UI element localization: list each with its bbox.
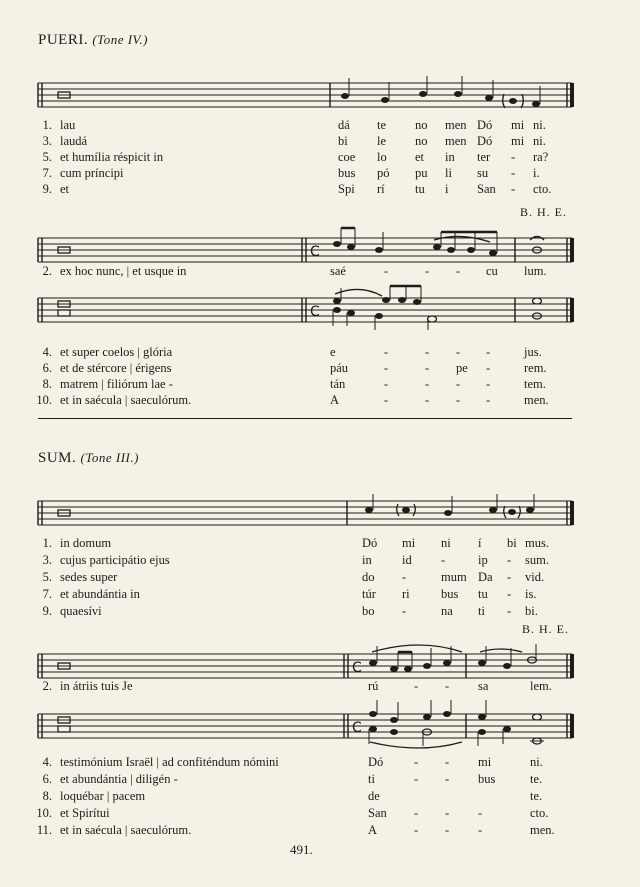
title-text: PUERI. bbox=[38, 32, 89, 48]
verse-syllable: - bbox=[507, 587, 512, 601]
verse-syllable: San bbox=[477, 182, 496, 196]
verse-syllable: in bbox=[362, 553, 372, 567]
verse-syllable: jus. bbox=[524, 345, 542, 359]
verse-number: 9. bbox=[42, 604, 52, 618]
title-text: SUM. bbox=[38, 450, 77, 466]
verse-syllable: men. bbox=[530, 823, 555, 837]
verse-syllable: pu bbox=[415, 166, 428, 180]
verse-intonation: ex hoc nunc, | et usque in bbox=[60, 264, 187, 278]
verse-syllable: ni. bbox=[533, 134, 546, 148]
verse-syllable: - bbox=[445, 772, 450, 786]
verse-syllable: sum. bbox=[525, 553, 549, 567]
verse-intonation: et de stércore | érigens bbox=[60, 361, 172, 375]
tone-label: (Tone III.) bbox=[80, 450, 139, 465]
verse-syllable: Dó bbox=[477, 118, 493, 132]
verse-syllable: ti bbox=[478, 604, 485, 618]
verse-intonation: loquébar | pacem bbox=[60, 789, 146, 803]
verse-intonation: et abundántia in bbox=[60, 587, 140, 601]
verse-syllable: mum bbox=[441, 570, 467, 584]
common-time-symbol-bass: C bbox=[310, 304, 320, 320]
verse-syllable: rem. bbox=[524, 361, 547, 375]
verse-number: 4. bbox=[42, 345, 52, 359]
verse-syllable: - bbox=[384, 345, 389, 359]
verse-syllable: - bbox=[414, 679, 419, 693]
verse-syllable: páu bbox=[330, 361, 349, 375]
verse-syllable: bus bbox=[478, 772, 496, 786]
verse-intonation: cum príncipi bbox=[60, 166, 124, 180]
verse-syllable: id bbox=[402, 553, 412, 567]
verse-syllable: mi bbox=[511, 134, 525, 148]
staff-pueri-chant bbox=[0, 76, 640, 116]
verse-number: 2. bbox=[42, 679, 52, 693]
verse-syllable: Dó bbox=[362, 536, 378, 550]
verse-syllable: - bbox=[425, 377, 430, 391]
verse-number: 4. bbox=[42, 755, 52, 769]
verse-syllable: - bbox=[445, 823, 450, 837]
verse-number: 11. bbox=[36, 823, 52, 837]
verse-syllable: ter bbox=[477, 150, 491, 164]
verse-syllable: - bbox=[425, 361, 430, 375]
verse-syllable: - bbox=[486, 377, 491, 391]
verse-number: 10. bbox=[36, 393, 52, 407]
verse-syllable: - bbox=[486, 345, 491, 359]
composer-credit: B. H. E. bbox=[520, 205, 567, 219]
verse-intonation: quaesívi bbox=[60, 604, 102, 618]
verse-number: 6. bbox=[42, 772, 52, 786]
verse-syllable: te. bbox=[530, 789, 543, 803]
verse-syllable: - bbox=[402, 604, 407, 618]
verse-syllable: - bbox=[456, 377, 461, 391]
verse-intonation: testimónium Israël | ad confiténdum nómini bbox=[60, 755, 279, 769]
verse-intonation: et abundántia | diligén - bbox=[60, 772, 178, 786]
verse-intonation: sedes super bbox=[60, 570, 118, 584]
verse-syllable: - bbox=[441, 553, 446, 567]
verse-syllable: - bbox=[456, 393, 461, 407]
verse-syllable: tán bbox=[330, 377, 346, 391]
composer-credit-sum: B. H. E. bbox=[522, 622, 569, 636]
verse-syllable: te. bbox=[530, 772, 543, 786]
verse-intonation: cujus participátio ejus bbox=[60, 553, 170, 567]
verse-syllable: mus. bbox=[525, 536, 549, 550]
verse-syllable: sa bbox=[478, 679, 489, 693]
verse-syllable: lum. bbox=[524, 264, 547, 278]
verse-syllable: e bbox=[330, 345, 336, 359]
verse-syllable: - bbox=[445, 755, 450, 769]
verse-intonation: matrem | filiórum lae - bbox=[60, 377, 173, 391]
verse-syllable: - bbox=[478, 806, 483, 820]
verse-syllable: - bbox=[456, 345, 461, 359]
verse-number: 1. bbox=[42, 536, 52, 550]
verse-syllable: í bbox=[478, 536, 482, 550]
verse-syllable: ni bbox=[441, 536, 451, 550]
verse-syllable: Dó bbox=[477, 134, 493, 148]
verse-syllable: Dó bbox=[368, 755, 384, 769]
verse-intonation: et super coelos | glória bbox=[60, 345, 173, 359]
verse-syllable: - bbox=[384, 264, 389, 278]
common-time-symbol-sum: C bbox=[352, 660, 362, 676]
verse-syllable: do bbox=[362, 570, 375, 584]
verse-intonation: et Spirítui bbox=[60, 806, 110, 820]
verse-syllable: li bbox=[445, 166, 452, 180]
verse-syllable: - bbox=[507, 570, 512, 584]
verse-intonation: lau bbox=[60, 118, 76, 132]
verse-syllable: ra? bbox=[533, 150, 549, 164]
verse-syllable: A bbox=[368, 823, 378, 837]
verse-intonation: laudá bbox=[60, 134, 88, 148]
verse-syllable: - bbox=[414, 823, 419, 837]
verse-syllable: ti bbox=[368, 772, 375, 786]
verse-intonation: in átriis tuis Je bbox=[60, 679, 133, 693]
page-number: 491. bbox=[290, 842, 313, 857]
verse-syllable: men. bbox=[524, 393, 549, 407]
verse-syllable: lo bbox=[377, 150, 387, 164]
verse-number: 10. bbox=[36, 806, 52, 820]
verse-syllable: mi bbox=[478, 755, 492, 769]
verse-syllable: tu bbox=[415, 182, 425, 196]
verse-intonation: et in saécula | saeculórum. bbox=[60, 823, 192, 837]
verse-syllable: dá bbox=[338, 118, 350, 132]
staff-pueri-bass bbox=[0, 290, 640, 338]
verse-syllable: - bbox=[511, 150, 516, 164]
verse-syllable: no bbox=[415, 118, 428, 132]
verse-syllable: i. bbox=[533, 166, 540, 180]
verse-syllable: túr bbox=[362, 587, 376, 601]
verse-syllable: rí bbox=[377, 182, 385, 196]
verse-syllable: A bbox=[330, 393, 340, 407]
verse-syllable: - bbox=[402, 570, 407, 584]
verse-syllable: - bbox=[384, 361, 389, 375]
verse-syllable: Da bbox=[478, 570, 493, 584]
verse-number: 8. bbox=[42, 377, 52, 391]
verse-syllable: le bbox=[377, 134, 387, 148]
verse-number: 5. bbox=[42, 150, 52, 164]
verse-syllable: saé bbox=[330, 264, 346, 278]
verse-syllable: ip bbox=[478, 553, 488, 567]
verse-syllable: tu bbox=[478, 587, 488, 601]
verse-syllable: is. bbox=[525, 587, 537, 601]
verse-syllable: mi bbox=[511, 118, 525, 132]
verse-number: 6. bbox=[42, 361, 52, 375]
common-time-symbol: C bbox=[310, 244, 320, 260]
verse-syllable: - bbox=[456, 264, 461, 278]
verse-syllable: bus bbox=[338, 166, 356, 180]
common-time-symbol-sum-bass: C bbox=[352, 720, 362, 736]
staff-sum-chant bbox=[0, 494, 640, 534]
verse-syllable: bi bbox=[507, 536, 517, 550]
verse-syllable: - bbox=[507, 604, 512, 618]
verse-syllable: tem. bbox=[524, 377, 546, 391]
verse-syllable: - bbox=[425, 345, 430, 359]
verse-syllable: bi bbox=[338, 134, 348, 148]
verse-syllable: coe bbox=[338, 150, 356, 164]
staff-sum-bass bbox=[0, 706, 640, 754]
verse-number: 3. bbox=[42, 553, 52, 567]
verse-syllable: ri bbox=[402, 587, 410, 601]
verse-syllable: vid. bbox=[525, 570, 545, 584]
verse-number: 9. bbox=[42, 182, 52, 196]
verse-syllable: - bbox=[445, 806, 450, 820]
verse-syllable: - bbox=[507, 553, 512, 567]
verse-syllable: bus bbox=[441, 587, 459, 601]
tone-label: (Tone IV.) bbox=[92, 32, 148, 47]
verse-number: 8. bbox=[42, 789, 52, 803]
verse-syllable: no bbox=[415, 134, 428, 148]
verse-number: 5. bbox=[42, 570, 52, 584]
verse-syllable: men bbox=[445, 118, 467, 132]
verse-syllable: - bbox=[425, 264, 430, 278]
verse-syllable: Spi bbox=[338, 182, 355, 196]
section-title-pueri bbox=[38, 32, 148, 49]
verse-number: 2. bbox=[42, 264, 52, 278]
verse-syllable: cu bbox=[486, 264, 498, 278]
verse-syllable: San bbox=[368, 806, 387, 820]
verse-syllable: - bbox=[511, 166, 516, 180]
verse-syllable: pe bbox=[456, 361, 468, 375]
verse-syllable: i bbox=[445, 182, 449, 196]
verse-syllable: su bbox=[477, 166, 489, 180]
verse-number: 3. bbox=[42, 134, 52, 148]
verse-syllable: bo bbox=[362, 604, 375, 618]
verse-intonation: in domum bbox=[60, 536, 112, 550]
verse-syllable: ni. bbox=[530, 755, 543, 769]
verse-syllable: bi. bbox=[525, 604, 538, 618]
verse-number: 7. bbox=[42, 166, 52, 180]
verse-number: 1. bbox=[42, 118, 52, 132]
verse-intonation: et bbox=[60, 182, 70, 196]
verse-syllable: ni. bbox=[533, 118, 546, 132]
verse-syllable: lem. bbox=[530, 679, 552, 693]
verse-syllable: te bbox=[377, 118, 387, 132]
verse-syllable: cto. bbox=[530, 806, 549, 820]
verse-number: 7. bbox=[42, 587, 52, 601]
verse-syllable: et bbox=[415, 150, 425, 164]
verse-syllable: mi bbox=[402, 536, 416, 550]
verse-syllable: - bbox=[486, 393, 491, 407]
verse-syllable: pó bbox=[377, 166, 390, 180]
verse-syllable: na bbox=[441, 604, 453, 618]
verse-syllable: - bbox=[511, 182, 516, 196]
verse-syllable: de bbox=[368, 789, 380, 803]
verse-syllable: - bbox=[384, 393, 389, 407]
section-title-sum bbox=[38, 450, 139, 467]
verse-syllable: rú bbox=[368, 679, 379, 693]
verse-syllable: in bbox=[445, 150, 455, 164]
verse-syllable: men bbox=[445, 134, 467, 148]
verse-syllable: - bbox=[414, 806, 419, 820]
verse-syllable: - bbox=[478, 823, 483, 837]
section-divider bbox=[38, 418, 572, 419]
verse-syllable: - bbox=[425, 393, 430, 407]
verse-syllable: - bbox=[414, 772, 419, 786]
verse-intonation: et humília réspicit in bbox=[60, 150, 164, 164]
verse-intonation: et in saécula | saeculórum. bbox=[60, 393, 192, 407]
verse-syllable: - bbox=[384, 377, 389, 391]
verse-syllable: cto. bbox=[533, 182, 552, 196]
verse-syllable: - bbox=[486, 361, 491, 375]
verse-syllable: - bbox=[414, 755, 419, 769]
verse-syllable: - bbox=[445, 679, 450, 693]
